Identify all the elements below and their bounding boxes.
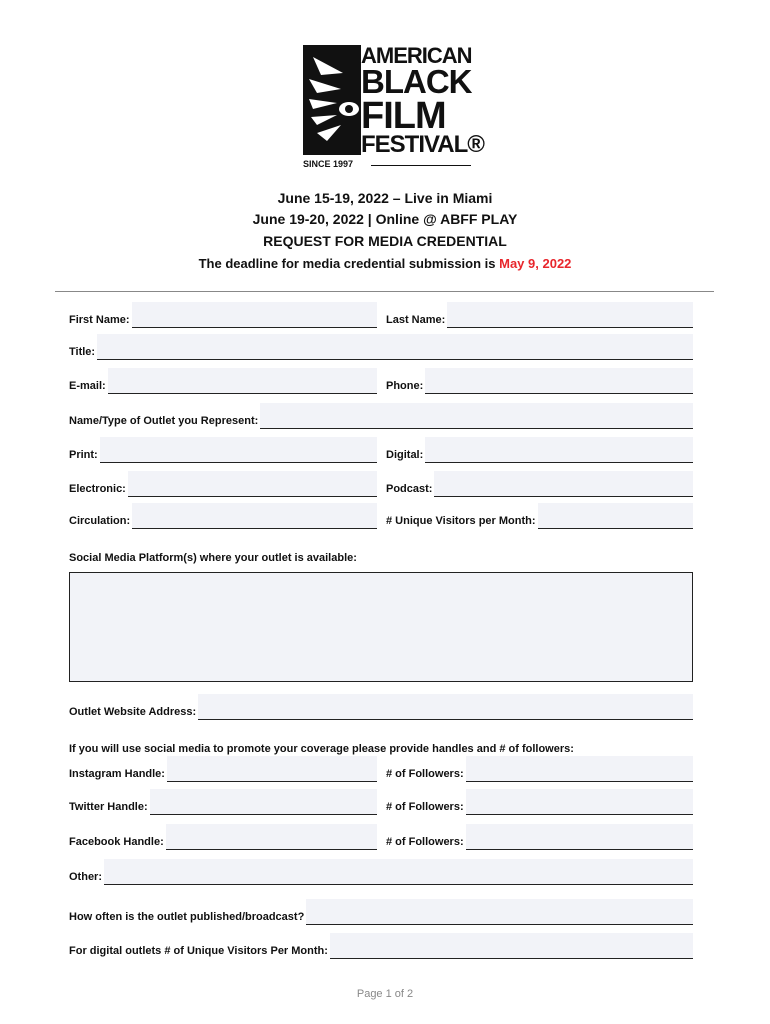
digital-field xyxy=(386,435,693,463)
phone-label: Phone: xyxy=(386,380,424,392)
last-name-input[interactable] xyxy=(447,302,693,328)
frequency-label: How often is the outlet published/broadcast? xyxy=(69,911,305,923)
deadline-date: May 9, 2022 xyxy=(499,256,572,271)
logo-underline xyxy=(371,165,471,166)
instagram-input[interactable] xyxy=(167,756,377,782)
print-input[interactable] xyxy=(100,437,377,463)
digital-visitors-label: For digital outlets # of Unique Visitors Per Month: xyxy=(69,945,328,957)
instagram-followers-field xyxy=(386,754,693,782)
digital-input[interactable] xyxy=(425,437,693,463)
website-label: Outlet Website Address: xyxy=(69,706,197,718)
website-field xyxy=(69,692,693,720)
first-name-input[interactable] xyxy=(132,302,377,328)
print-label: Print: xyxy=(69,449,98,461)
frequency-field xyxy=(69,897,693,925)
digital-visitors-field xyxy=(69,931,693,959)
phone-input[interactable] xyxy=(425,368,693,394)
last-name-field xyxy=(386,300,693,328)
logo-since: SINCE 1997 xyxy=(303,159,354,169)
digital-visitors-input[interactable] xyxy=(330,933,693,959)
social-handles-note: If you will use social media to promote your coverage please provide handles and # of followers: xyxy=(69,743,574,755)
outlet-input[interactable] xyxy=(260,403,693,429)
circulation-label: Circulation: xyxy=(69,515,131,527)
festival-emblem-icon xyxy=(303,45,361,155)
other-input[interactable] xyxy=(104,859,693,885)
header-divider xyxy=(55,291,714,292)
twitter-input[interactable] xyxy=(150,789,377,815)
page-number: Page 1 of 2 xyxy=(356,988,414,1000)
email-input[interactable] xyxy=(108,368,377,394)
electronic-input[interactable] xyxy=(128,471,377,497)
abff-logo xyxy=(303,43,484,170)
circulation-field xyxy=(69,501,377,529)
print-field xyxy=(69,435,377,463)
unique-visitors-input[interactable] xyxy=(538,503,693,529)
title-field xyxy=(69,332,693,360)
unique-visitors-field xyxy=(386,501,693,529)
instagram-field xyxy=(69,754,377,782)
twitter-field xyxy=(69,787,377,815)
podcast-label: Podcast: xyxy=(386,483,433,495)
title-input[interactable] xyxy=(97,334,693,360)
facebook-followers-label: # of Followers: xyxy=(386,836,464,848)
last-name-label: Last Name: xyxy=(386,314,446,326)
facebook-input[interactable] xyxy=(166,824,377,850)
instagram-followers-label: # of Followers: xyxy=(386,768,464,780)
facebook-followers-input[interactable] xyxy=(466,824,693,850)
frequency-input[interactable] xyxy=(306,899,693,925)
email-label: E-mail: xyxy=(69,380,106,392)
logo-word-film: FILM xyxy=(361,95,446,137)
deadline-prefix: The deadline for media credential submission is xyxy=(198,256,500,271)
electronic-field xyxy=(69,469,377,497)
twitter-followers-input[interactable] xyxy=(466,789,693,815)
digital-label: Digital: xyxy=(386,449,424,461)
social-platforms-textarea[interactable] xyxy=(69,572,693,682)
event-dates-online: June 19-20, 2022 | Online @ ABFF PLAY xyxy=(252,211,518,227)
logo-word-american: AMERICAN xyxy=(361,43,472,68)
first-name-label: First Name: xyxy=(69,314,130,326)
outlet-field xyxy=(69,401,693,429)
phone-field xyxy=(386,366,693,394)
title-label: Title: xyxy=(69,346,96,358)
outlet-label: Name/Type of Outlet you Represent: xyxy=(69,415,259,427)
unique-visitors-label: # Unique Visitors per Month: xyxy=(386,515,536,527)
electronic-label: Electronic: xyxy=(69,483,126,495)
logo-word-black: BLACK xyxy=(361,63,472,100)
logo-word-festival: FESTIVAL® xyxy=(361,131,484,158)
instagram-label: Instagram Handle: xyxy=(69,768,165,780)
facebook-followers-field xyxy=(386,822,693,850)
twitter-followers-field xyxy=(386,787,693,815)
twitter-label: Twitter Handle: xyxy=(69,801,148,813)
website-input[interactable] xyxy=(198,694,693,720)
email-field xyxy=(69,366,377,394)
facebook-field xyxy=(69,822,377,850)
podcast-input[interactable] xyxy=(434,471,693,497)
podcast-field xyxy=(386,469,693,497)
first-name-field xyxy=(69,300,377,328)
event-dates-miami: June 15-19, 2022 – Live in Miami xyxy=(277,190,493,206)
social-platforms-label: Social Media Platform(s) where your outlet is available: xyxy=(69,552,357,564)
other-field xyxy=(69,857,693,885)
facebook-label: Facebook Handle: xyxy=(69,836,164,848)
other-label: Other: xyxy=(69,871,102,883)
form-title: REQUEST FOR MEDIA CREDENTIAL xyxy=(263,233,507,249)
circulation-input[interactable] xyxy=(132,503,377,529)
instagram-followers-input[interactable] xyxy=(466,756,693,782)
deadline-notice xyxy=(0,256,770,271)
twitter-followers-label: # of Followers: xyxy=(386,801,464,813)
